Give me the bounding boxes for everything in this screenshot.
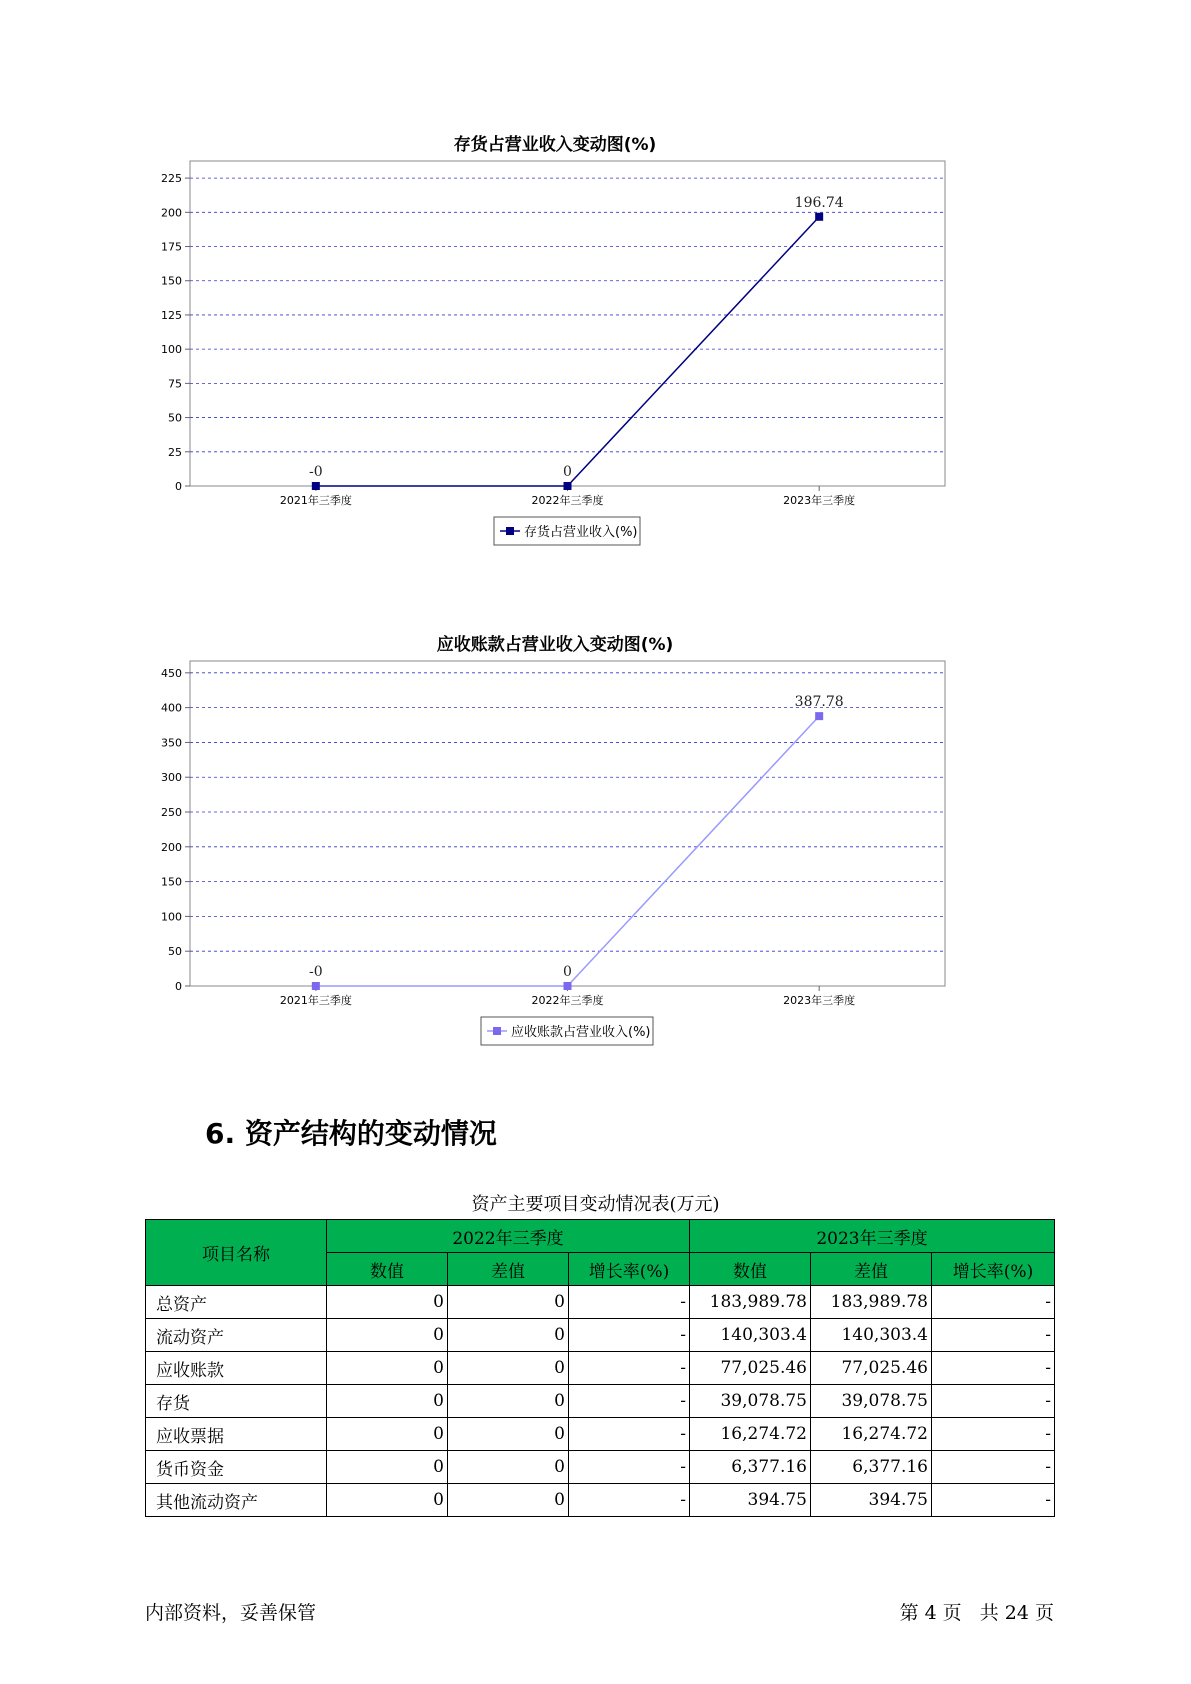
footer-page-number: [894, 1598, 1054, 1625]
footer-confidential: 内部资料，妥善保管: [145, 1602, 317, 1624]
row-label: 流动资产: [146, 1319, 327, 1352]
table-row: [146, 1484, 1055, 1517]
sub-header: 差值: [811, 1253, 932, 1286]
col-item-header: 项目名称: [146, 1220, 327, 1286]
y-tick-label: 125: [161, 308, 182, 322]
table-cell: 6,377.16: [690, 1451, 811, 1484]
y-tick-label: 150: [161, 274, 182, 288]
x-tick-label: 2021年三季度: [279, 994, 352, 1007]
table-cell: -: [569, 1484, 690, 1517]
table-cell: -: [932, 1319, 1055, 1352]
table-row: [146, 1418, 1055, 1451]
table-cell: 394.75: [811, 1484, 932, 1517]
data-label: 0: [563, 964, 572, 980]
legend-marker: [506, 527, 514, 535]
x-tick-label: 2021年三季度: [279, 494, 352, 507]
table-cell: 0: [448, 1484, 569, 1517]
section-heading: 6. 资产结构的变动情况: [205, 1117, 497, 1150]
legend-marker: [493, 1027, 501, 1035]
data-label: -0: [309, 464, 323, 480]
row-label: 总资产: [146, 1286, 327, 1319]
table-cell: 0: [327, 1484, 448, 1517]
sub-header: 增长率(%): [932, 1253, 1055, 1286]
row-label: 存货: [146, 1385, 327, 1418]
data-label: 196.74: [794, 194, 844, 211]
asset-change-table: [145, 1219, 1055, 1517]
y-tick-label: 100: [161, 343, 182, 357]
x-tick-label: 2023年三季度: [783, 494, 856, 507]
data-label: 0: [563, 464, 572, 480]
table-body: [146, 1286, 1055, 1517]
y-tick-label: 175: [161, 240, 182, 254]
sub-header: 数值: [690, 1253, 811, 1286]
table-cell: -: [569, 1385, 690, 1418]
y-tick-label: 200: [161, 840, 182, 854]
receivables-ratio-chart: [140, 630, 1040, 1100]
y-tick-label: 0: [175, 480, 182, 493]
table-cell: 140,303.4: [690, 1319, 811, 1352]
y-tick-label: 450: [161, 666, 182, 680]
total-prefix: 共: [979, 1602, 999, 1624]
table-cell: 0: [327, 1352, 448, 1385]
table-cell: 39,078.75: [690, 1385, 811, 1418]
y-tick-label: 300: [161, 771, 182, 785]
x-tick-label: 2022年三季度: [531, 994, 604, 1007]
receivables-ratio-chart-svg: [140, 630, 1040, 1100]
total-num: 24: [1004, 1602, 1029, 1624]
chart-title: 存货占营业收入变动图(%): [453, 135, 657, 155]
y-tick-label: 350: [161, 736, 182, 750]
page-unit: 页: [942, 1602, 962, 1624]
table-cell: 0: [448, 1352, 569, 1385]
table-cell: 77,025.46: [811, 1352, 932, 1385]
table-cell: 0: [327, 1286, 448, 1319]
table-row: [146, 1286, 1055, 1319]
y-tick-label: 50: [168, 411, 182, 425]
inventory-ratio-chart-svg: [140, 130, 1040, 600]
data-point: [815, 712, 823, 720]
table-cell: 0: [327, 1418, 448, 1451]
data-point: [312, 482, 320, 490]
y-tick-label: 50: [168, 945, 182, 959]
table-cell: -: [569, 1352, 690, 1385]
y-tick-label: 0: [175, 980, 182, 993]
table-row: [146, 1352, 1055, 1385]
table-cell: 77,025.46: [690, 1352, 811, 1385]
table-cell: 6,377.16: [811, 1451, 932, 1484]
legend-label: 存货占营业收入(%): [524, 525, 638, 540]
table-cell: 0: [448, 1418, 569, 1451]
data-point: [815, 213, 823, 221]
table-cell: 183,989.78: [811, 1286, 932, 1319]
sub-header: 数值: [327, 1253, 448, 1286]
table-cell: -: [932, 1352, 1055, 1385]
chart-title: 应收账款占营业收入变动图(%): [436, 635, 674, 655]
y-tick-label: 400: [161, 701, 182, 715]
table-cell: 39,078.75: [811, 1385, 932, 1418]
table-cell: -: [932, 1286, 1055, 1319]
y-tick-label: 100: [161, 910, 182, 924]
data-label: -0: [309, 964, 323, 980]
table-cell: -: [932, 1385, 1055, 1418]
table-cell: -: [932, 1418, 1055, 1451]
table-cell: -: [569, 1451, 690, 1484]
table-row: [146, 1385, 1055, 1418]
data-point: [564, 482, 572, 490]
sub-header: 增长率(%): [569, 1253, 690, 1286]
period2-header: 2023年三季度: [690, 1220, 1055, 1253]
table-cell: -: [569, 1418, 690, 1451]
table-cell: -: [569, 1286, 690, 1319]
x-tick-label: 2023年三季度: [783, 994, 856, 1007]
page-num: 4: [924, 1602, 937, 1624]
table-cell: 0: [327, 1319, 448, 1352]
table-cell: 394.75: [690, 1484, 811, 1517]
y-tick-label: 200: [161, 206, 182, 220]
row-label: 其他流动资产: [146, 1484, 327, 1517]
sub-header: 差值: [448, 1253, 569, 1286]
y-tick-label: 75: [168, 377, 182, 391]
table-cell: 183,989.78: [690, 1286, 811, 1319]
table-cell: 16,274.72: [690, 1418, 811, 1451]
row-label: 应收票据: [146, 1418, 327, 1451]
total-unit: 页: [1034, 1602, 1054, 1624]
x-tick-label: 2022年三季度: [531, 494, 604, 507]
y-tick-label: 150: [161, 875, 182, 889]
data-point: [312, 982, 320, 990]
table-cell: 140,303.4: [811, 1319, 932, 1352]
table-cell: 16,274.72: [811, 1418, 932, 1451]
inventory-ratio-chart: [140, 130, 1040, 600]
table-cell: 0: [327, 1451, 448, 1484]
table-cell: 0: [448, 1286, 569, 1319]
y-tick-label: 25: [168, 445, 182, 459]
table-cell: -: [932, 1451, 1055, 1484]
period1-header: 2022年三季度: [327, 1220, 690, 1253]
page-prefix: 第: [899, 1602, 919, 1624]
row-label: 应收账款: [146, 1352, 327, 1385]
table-caption: 资产主要项目变动情况表(万元): [471, 1194, 720, 1215]
table-row: [146, 1319, 1055, 1352]
row-label: 货币资金: [146, 1451, 327, 1484]
y-tick-label: 250: [161, 806, 182, 820]
data-label: 387.78: [794, 694, 844, 711]
table-cell: -: [569, 1319, 690, 1352]
table-cell: 0: [448, 1385, 569, 1418]
table-cell: 0: [448, 1451, 569, 1484]
table-row: [146, 1451, 1055, 1484]
table-cell: 0: [448, 1319, 569, 1352]
table-cell: 0: [327, 1385, 448, 1418]
y-tick-label: 225: [161, 172, 182, 186]
data-point: [564, 982, 572, 990]
legend-label: 应收账款占营业收入(%): [511, 1025, 651, 1040]
table-cell: -: [932, 1484, 1055, 1517]
